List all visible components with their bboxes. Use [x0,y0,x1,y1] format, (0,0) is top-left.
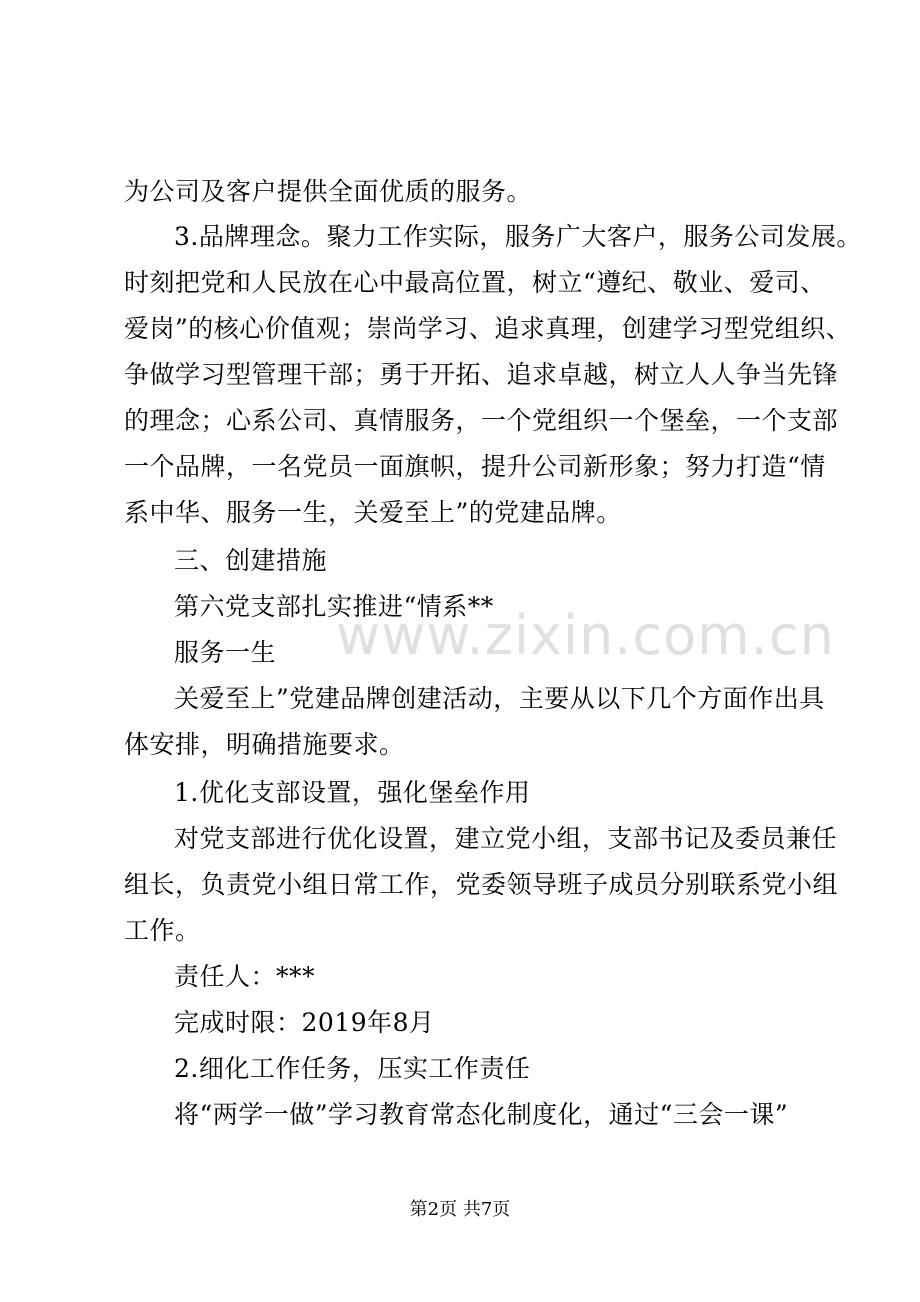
text-line: 系中华、服务一生，关爱至上”的党建品牌。 [124,498,622,527]
text-line: 为公司及客户提供全面优质的服务。 [124,177,533,206]
text-line: 的理念；心系公司、真情服务，一个党组织一个堡垒，一个支部 [124,406,839,435]
text-line: 爱岗”的核心价值观；崇尚学习、追求真理，创建学习型党组织、 [124,314,852,343]
text-line: 争做学习型管理干部；勇于开拓、追求卓越，树立人人争当先锋 [124,360,839,389]
subsection-heading: 2.细化工作任务，压实工作责任 [174,1054,531,1083]
text-line: 工作。 [124,916,201,945]
section-heading: 三、创建措施 [174,546,328,575]
text-line: 服务一生 [174,638,277,667]
text-line: 第六党支部扎实推进“情系** [174,592,494,621]
text-line: 组长，负责党小组日常工作，党委领导班子成员分别联系党小组 [124,870,839,899]
watermark: www.zixin.com.cn [336,604,835,667]
page-footer: 第2页 共7页 [409,1199,511,1220]
text-line: 体安排，明确措施要求。 [124,730,405,759]
text-line: 责任人：*** [174,962,316,991]
text-line: 关爱至上”党建品牌创建活动，主要从以下几个方面作出具 [174,684,825,713]
text-line: 3.品牌理念。聚力工作实际，服务广大客户，服务公司发展。 [174,222,862,251]
subsection-heading: 1.优化支部设置，强化堡垒作用 [174,778,531,807]
text-line: 完成时限：2019年8月 [174,1008,435,1037]
text-line: 一个品牌，一名党员一面旗帜，提升公司新形象；努力打造“情 [124,452,826,481]
text-line: 时刻把党和人民放在心中最高位置，树立“遵纪、敬业、爱司、 [124,268,826,297]
text-line: 将“两学一做”学习教育常态化制度化，通过“三会一课” [174,1100,789,1129]
text-line: 对党支部进行优化设置，建立党小组，支部书记及委员兼任 [174,824,838,853]
